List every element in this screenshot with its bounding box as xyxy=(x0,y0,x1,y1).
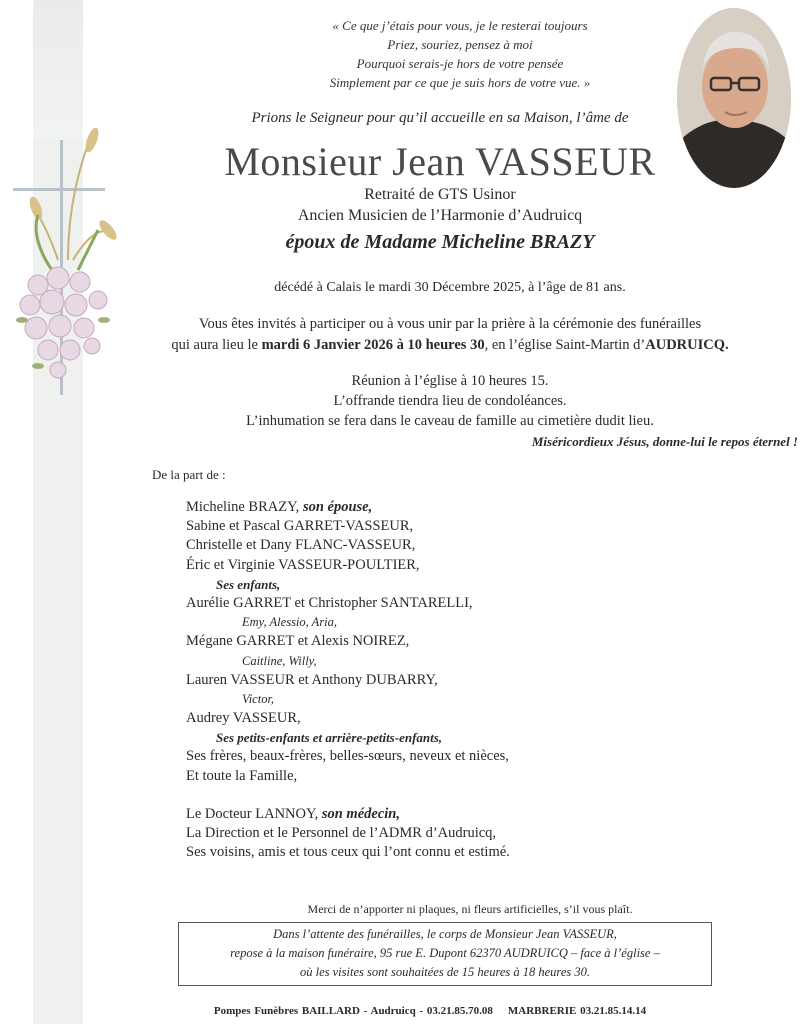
invite-line: Vous êtes invités à participer ou à vous unir par la prière à la cérémonie des funérailles xyxy=(198,316,702,332)
intro-line: Prions le Seigneur pour qu’il accueille en sa Maison, l’âme de xyxy=(251,110,629,126)
quote-line: Priez, souriez, pensez à moi xyxy=(387,37,533,52)
poem-quote xyxy=(270,16,650,92)
death-notice-line: décédé à Calais le mardi 30 Décembre 2025, à l’âge de 81 ans. xyxy=(274,280,626,295)
musician-line: Ancien Musicien de l’Harmonie d’Audruicq xyxy=(297,207,583,224)
list-item: Éric et Virginie VASSEUR-POULTIER, xyxy=(186,556,420,573)
list-item: Et toute la Famille, xyxy=(186,767,298,784)
footer-contact: Pompes Funèbres BAILLARD - Audruicq - 03.21.85.70.08 MARBRERIE 03.21.85.14.14 xyxy=(213,1005,647,1017)
from-label: De la part de : xyxy=(152,467,226,482)
invite-line: qui aura lieu le mardi 6 Janvier 2026 à 10 heures 30, en l’église Saint-Martin d’AUDRUICQ. xyxy=(171,337,729,353)
list-heading: Ses enfants, xyxy=(216,576,281,592)
list-item: Audrey VASSEUR, xyxy=(186,710,301,727)
notice-line: repose à la maison funéraire, 95 rue E. Dupont 62370 AUDRUICQ – face à l’église – xyxy=(230,946,660,960)
quote-line: « Ce que j’étais pour vous, je le resterai toujours xyxy=(332,18,588,33)
no-flowers-request: Merci de n’apporter ni plaques, ni fleurs artificielles, s’il vous plaît. xyxy=(307,902,633,916)
spouse-line: époux de Madame Micheline BRAZY xyxy=(285,231,595,253)
list-item: Ses frères, beaux-frères, belles-sœurs, neveux et nièces, xyxy=(186,748,509,765)
list-item: Christelle et Dany FLANC-VASSEUR, xyxy=(186,537,416,554)
closing-prayer: Miséricordieux Jésus, donne-lui le repos éternel ! xyxy=(531,434,798,449)
list-item: Le Docteur LANNOY, son médecin, xyxy=(186,805,400,822)
list-subitem: Caitline, Willy, xyxy=(242,653,317,668)
occupation-line: Retraité de GTS Usinor xyxy=(364,186,516,203)
list-item: Micheline BRAZY, son épouse, xyxy=(186,499,373,515)
detail-line: L’offrande tiendra lieu de condoléances. xyxy=(333,393,567,409)
notice-line: Dans l’attente des funérailles, le corps de Monsieur Jean VASSEUR, xyxy=(273,927,617,941)
list-subitem: Emy, Alessio, Aria, xyxy=(242,615,338,630)
family-list xyxy=(186,498,510,862)
list-item: La Direction et le Personnel de l’ADMR d’Audruicq, xyxy=(186,825,497,841)
list-item: Sabine et Pascal GARRET-VASSEUR, xyxy=(186,518,414,535)
list-heading: Ses petits-enfants et arrière-petits-enfants, xyxy=(216,730,443,746)
list-subitem: Victor, xyxy=(242,691,275,706)
list-item: Aurélie GARRET et Christopher SANTARELLI, xyxy=(186,594,473,611)
ceremony-details xyxy=(150,371,750,431)
notice-line: où les visites sont souhaitées de 15 heures à 18 heures 30. xyxy=(299,965,590,979)
list-item: Lauren VASSEUR et Anthony DUBARRY, xyxy=(186,671,438,688)
ceremony-invitation xyxy=(100,314,800,356)
deceased-name: Monsieur Jean VASSEUR xyxy=(224,139,656,184)
funeral-home-notice xyxy=(178,922,712,986)
list-item: Ses voisins, amis et tous ceux qui l’ont connu et estimé. xyxy=(186,844,510,861)
list-item: Mégane GARRET et Alexis NOIREZ, xyxy=(186,633,410,650)
detail-line: L’inhumation se fera dans le caveau de famille au cimetière dudit lieu. xyxy=(246,413,654,429)
cross-flowers-illustration xyxy=(8,120,118,400)
side-band-top xyxy=(33,0,83,140)
quote-line: Pourquoi serais-je hors de votre pensée xyxy=(356,56,564,71)
detail-line: Réunion à l’église à 10 heures 15. xyxy=(351,373,549,389)
quote-line: Simplement par ce que je suis hors de votre vue. » xyxy=(329,75,591,90)
